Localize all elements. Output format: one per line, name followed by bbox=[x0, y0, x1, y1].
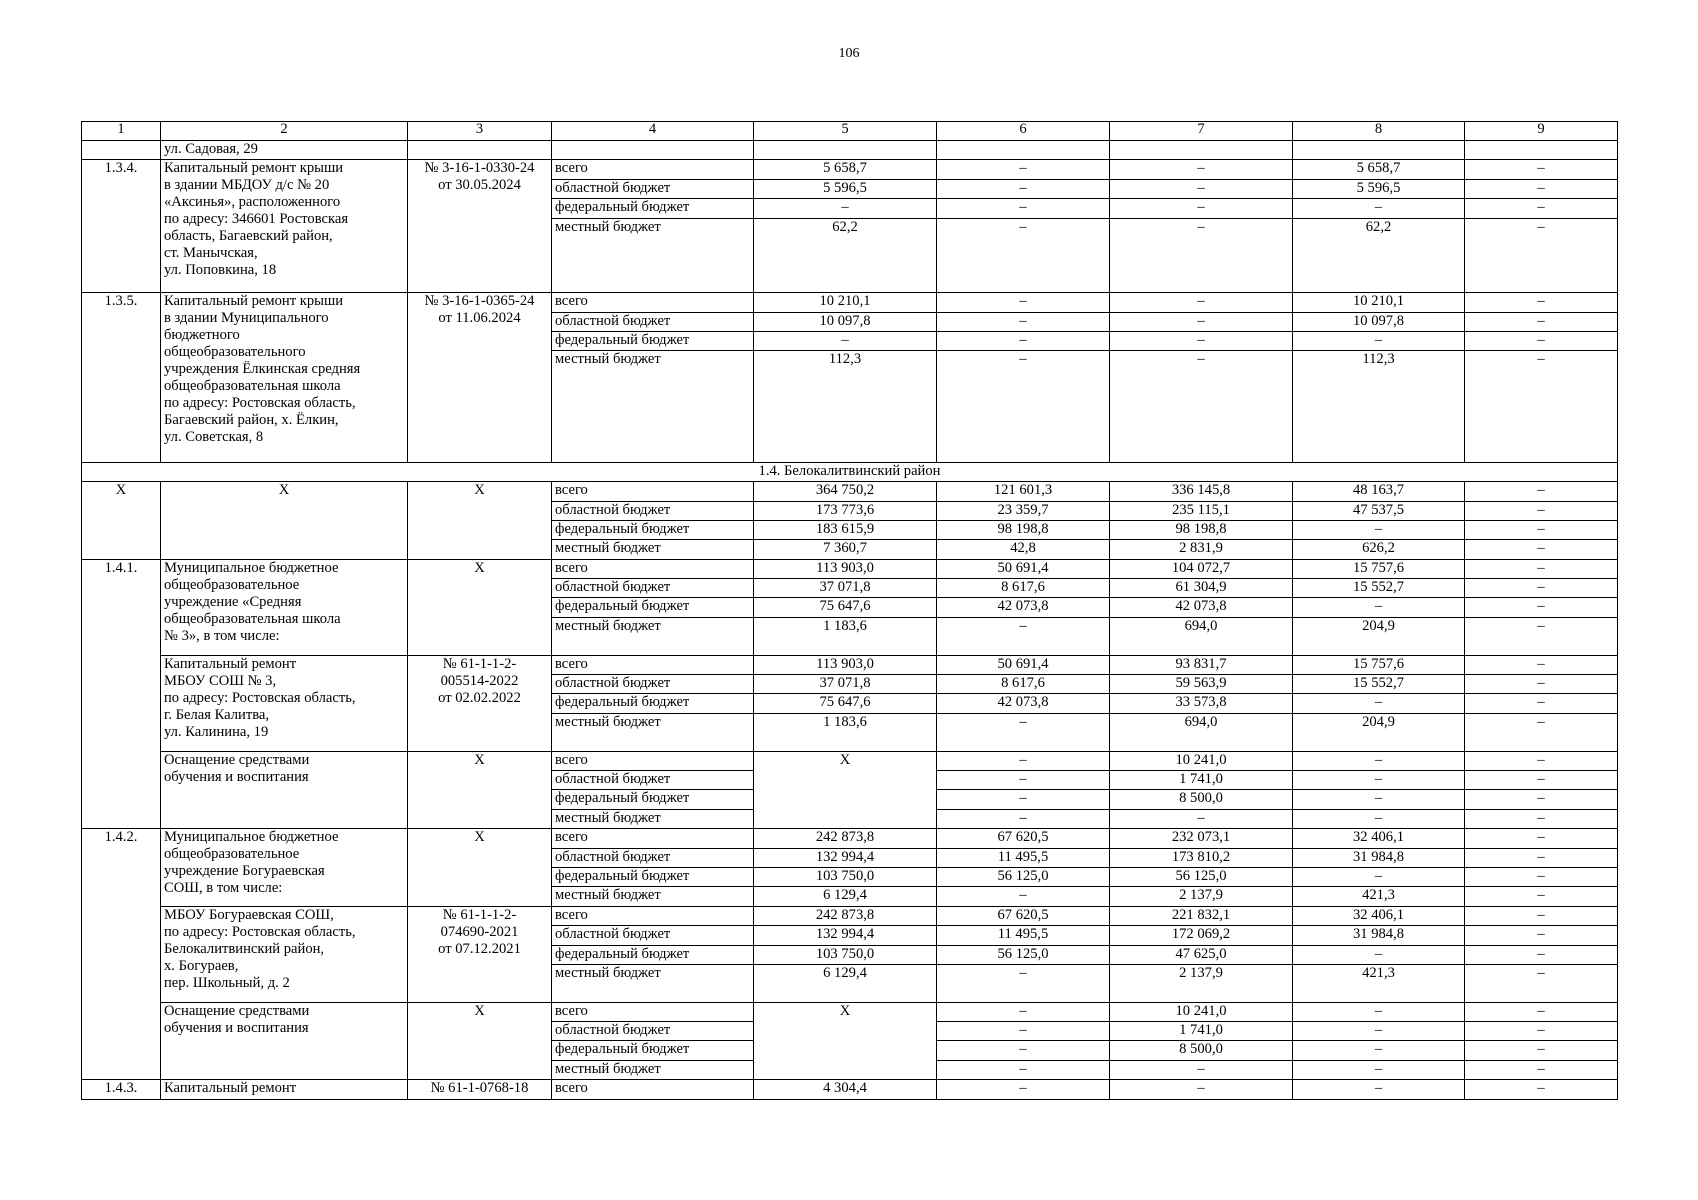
table-cell: 31 984,8 bbox=[1293, 926, 1465, 945]
table-cell: – bbox=[1465, 1022, 1618, 1041]
table-cell: 61 304,9 bbox=[1110, 579, 1293, 598]
table-cell: – bbox=[1293, 945, 1465, 964]
table-cell: областной бюджет bbox=[552, 501, 754, 520]
table-cell: – bbox=[937, 713, 1110, 751]
table-cell: всего bbox=[552, 482, 754, 501]
table-cell: 32 406,1 bbox=[1293, 906, 1465, 925]
table-cell: 183 615,9 bbox=[754, 520, 937, 539]
table-cell: 173 810,2 bbox=[1110, 848, 1293, 867]
table-cell: 37 071,8 bbox=[754, 675, 937, 694]
table-cell: 121 601,3 bbox=[937, 482, 1110, 501]
table-cell: – bbox=[937, 790, 1110, 809]
table-cell: 242 873,8 bbox=[754, 829, 937, 848]
table-cell: 1.4.1. bbox=[82, 559, 161, 829]
table-cell: – bbox=[1110, 1060, 1293, 1079]
table-cell: Х bbox=[408, 829, 552, 907]
table-cell: – bbox=[1293, 1002, 1465, 1021]
table-cell: – bbox=[1293, 331, 1465, 350]
budget-table bbox=[81, 121, 1618, 1100]
table-cell: местный бюджет bbox=[552, 964, 754, 1002]
column-header: 7 bbox=[1110, 122, 1293, 141]
table-cell: – bbox=[1465, 579, 1618, 598]
table-cell: – bbox=[754, 331, 937, 350]
table-cell: областной бюджет bbox=[552, 179, 754, 198]
table-cell: федеральный бюджет bbox=[552, 520, 754, 539]
table-cell: 15 552,7 bbox=[1293, 579, 1465, 598]
table-cell: – bbox=[937, 809, 1110, 828]
table-cell: 37 071,8 bbox=[754, 579, 937, 598]
table-cell: – bbox=[1465, 501, 1618, 520]
table-cell: 5 596,5 bbox=[1293, 179, 1465, 198]
table-row bbox=[82, 293, 1618, 312]
table-cell: 67 620,5 bbox=[937, 906, 1110, 925]
table-cell: – bbox=[937, 331, 1110, 350]
table-cell: № 61-1-1-2- 005514-2022 от 02.02.2022 bbox=[408, 655, 552, 751]
table-cell: – bbox=[1465, 1002, 1618, 1021]
table-cell bbox=[82, 141, 161, 160]
table-cell: – bbox=[937, 771, 1110, 790]
column-header: 3 bbox=[408, 122, 552, 141]
table-cell: – bbox=[1110, 293, 1293, 312]
table-row bbox=[82, 559, 1618, 578]
table-cell: 47 537,5 bbox=[1293, 501, 1465, 520]
table-cell: федеральный бюджет bbox=[552, 945, 754, 964]
table-cell: – bbox=[937, 351, 1110, 462]
table-cell: – bbox=[937, 218, 1110, 293]
table-cell: – bbox=[1110, 312, 1293, 331]
table-cell bbox=[1110, 141, 1293, 160]
table-cell: 62,2 bbox=[1293, 218, 1465, 293]
table-cell: федеральный бюджет bbox=[552, 1041, 754, 1060]
table-cell: – bbox=[1110, 179, 1293, 198]
table-cell: 421,3 bbox=[1293, 887, 1465, 906]
table-cell: – bbox=[1465, 655, 1618, 674]
table-cell: – bbox=[1465, 906, 1618, 925]
table-cell: 113 903,0 bbox=[754, 655, 937, 674]
table-cell: 204,9 bbox=[1293, 617, 1465, 655]
table-cell: местный бюджет bbox=[552, 887, 754, 906]
column-header: 5 bbox=[754, 122, 937, 141]
table-cell: 232 073,1 bbox=[1110, 829, 1293, 848]
table-cell: Х bbox=[161, 482, 408, 560]
table-cell: федеральный бюджет bbox=[552, 331, 754, 350]
table-cell: всего bbox=[552, 906, 754, 925]
table-cell: 42,8 bbox=[937, 540, 1110, 559]
table-cell: – bbox=[1465, 179, 1618, 198]
table-cell: 23 359,7 bbox=[937, 501, 1110, 520]
table-cell: – bbox=[937, 964, 1110, 1002]
table-cell: 42 073,8 bbox=[937, 694, 1110, 713]
table-cell: 5 658,7 bbox=[754, 160, 937, 179]
table-cell: 32 406,1 bbox=[1293, 829, 1465, 848]
table-cell: 1.3.4. bbox=[82, 160, 161, 293]
table-cell: 112,3 bbox=[1293, 351, 1465, 462]
table-cell: – bbox=[1465, 199, 1618, 218]
table-cell: – bbox=[937, 160, 1110, 179]
table-cell: 5 596,5 bbox=[754, 179, 937, 198]
table-cell: федеральный бюджет bbox=[552, 694, 754, 713]
table-cell: 104 072,7 bbox=[1110, 559, 1293, 578]
table-row bbox=[82, 829, 1618, 848]
table-cell: 221 832,1 bbox=[1110, 906, 1293, 925]
table-cell: 1 741,0 bbox=[1110, 1022, 1293, 1041]
table-cell: 50 691,4 bbox=[937, 559, 1110, 578]
table-cell: Х bbox=[82, 482, 161, 560]
table-cell: 8 500,0 bbox=[1110, 1041, 1293, 1060]
table-cell: 50 691,4 bbox=[937, 655, 1110, 674]
column-header: 1 bbox=[82, 122, 161, 141]
table-cell: – bbox=[1465, 540, 1618, 559]
table-cell bbox=[1293, 141, 1465, 160]
table-cell: Капитальный ремонт bbox=[161, 1080, 408, 1099]
table-cell: 56 125,0 bbox=[937, 867, 1110, 886]
table-cell: 421,3 bbox=[1293, 964, 1465, 1002]
table-cell: – bbox=[1465, 293, 1618, 312]
table-cell: 10 097,8 bbox=[1293, 312, 1465, 331]
table-cell: – bbox=[937, 887, 1110, 906]
table-cell: – bbox=[1110, 809, 1293, 828]
table-cell: – bbox=[1465, 617, 1618, 655]
table-cell: Х bbox=[408, 1002, 552, 1080]
table-cell: всего bbox=[552, 160, 754, 179]
table-cell: – bbox=[1465, 848, 1618, 867]
table-cell: 172 069,2 bbox=[1110, 926, 1293, 945]
column-header: 4 bbox=[552, 122, 754, 141]
table-cell: областной бюджет bbox=[552, 771, 754, 790]
table-cell: 10 210,1 bbox=[1293, 293, 1465, 312]
table-cell: Х bbox=[408, 751, 552, 829]
table-cell: всего bbox=[552, 655, 754, 674]
table-cell: – bbox=[1465, 218, 1618, 293]
table-cell: федеральный бюджет bbox=[552, 598, 754, 617]
table-cell: – bbox=[1465, 331, 1618, 350]
table-cell: – bbox=[1465, 351, 1618, 462]
table-cell: 8 617,6 bbox=[937, 579, 1110, 598]
table-cell: – bbox=[1293, 809, 1465, 828]
table-cell: – bbox=[754, 199, 937, 218]
table-cell: – bbox=[1465, 559, 1618, 578]
table-cell: Х bbox=[754, 1002, 937, 1080]
table-row bbox=[82, 1080, 1618, 1099]
table-cell: 204,9 bbox=[1293, 713, 1465, 751]
table-cell: 62,2 bbox=[754, 218, 937, 293]
table-cell: 15 757,6 bbox=[1293, 655, 1465, 674]
table-cell: – bbox=[937, 1080, 1110, 1099]
table-cell bbox=[937, 141, 1110, 160]
table-cell: 15 757,6 bbox=[1293, 559, 1465, 578]
table-cell: – bbox=[1465, 945, 1618, 964]
table-cell: – bbox=[1465, 520, 1618, 539]
table-cell: – bbox=[1465, 809, 1618, 828]
table-cell: всего bbox=[552, 1080, 754, 1099]
table-cell: – bbox=[1293, 199, 1465, 218]
table-row bbox=[82, 160, 1618, 179]
table-cell bbox=[408, 141, 552, 160]
table-cell: всего bbox=[552, 293, 754, 312]
table-cell: 1 741,0 bbox=[1110, 771, 1293, 790]
table-cell: 1 183,6 bbox=[754, 617, 937, 655]
table-cell: Х bbox=[408, 559, 552, 655]
table-cell: – bbox=[1110, 1080, 1293, 1099]
column-header: 6 bbox=[937, 122, 1110, 141]
table-cell: – bbox=[937, 1002, 1110, 1021]
table-cell: – bbox=[1465, 1060, 1618, 1079]
table-cell: – bbox=[1110, 351, 1293, 462]
table-cell: Капитальный ремонт МБОУ СОШ № 3, по адресу: Ростовская область, г. Белая Калитва, ул. Калинина, 19 bbox=[161, 655, 408, 751]
table-cell: – bbox=[1465, 829, 1618, 848]
table-cell: № 61-1-1-2- 074690-2021 от 07.12.2021 bbox=[408, 906, 552, 1002]
table-cell: 15 552,7 bbox=[1293, 675, 1465, 694]
table-cell: – bbox=[1465, 598, 1618, 617]
table-cell: – bbox=[1110, 331, 1293, 350]
table-cell: 2 831,9 bbox=[1110, 540, 1293, 559]
table-cell: – bbox=[1465, 771, 1618, 790]
table-cell: федеральный бюджет bbox=[552, 199, 754, 218]
table-cell: 48 163,7 bbox=[1293, 482, 1465, 501]
table-cell: Оснащение средствами обучения и воспитания bbox=[161, 1002, 408, 1080]
table-cell: местный бюджет bbox=[552, 540, 754, 559]
table-cell: – bbox=[1293, 520, 1465, 539]
table-cell: местный бюджет bbox=[552, 218, 754, 293]
table-cell: 694,0 bbox=[1110, 713, 1293, 751]
table-cell: – bbox=[937, 1060, 1110, 1079]
table-cell: 1 183,6 bbox=[754, 713, 937, 751]
table-cell: 6 129,4 bbox=[754, 964, 937, 1002]
table-cell: – bbox=[1465, 694, 1618, 713]
column-header-row bbox=[82, 122, 1618, 141]
table-cell: 8 500,0 bbox=[1110, 790, 1293, 809]
table-cell: – bbox=[1293, 694, 1465, 713]
table-cell: 75 647,6 bbox=[754, 598, 937, 617]
table-cell: – bbox=[1293, 1022, 1465, 1041]
table-cell: всего bbox=[552, 559, 754, 578]
table-body bbox=[82, 141, 1618, 1100]
table-cell: – bbox=[1465, 312, 1618, 331]
table-row bbox=[82, 482, 1618, 501]
table-cell: – bbox=[1110, 218, 1293, 293]
table-cell bbox=[754, 141, 937, 160]
table-cell: – bbox=[1293, 1041, 1465, 1060]
table-cell: 103 750,0 bbox=[754, 945, 937, 964]
table-cell: 1.3.5. bbox=[82, 293, 161, 463]
table-cell: – bbox=[1465, 790, 1618, 809]
table-cell: 10 241,0 bbox=[1110, 751, 1293, 770]
table-cell: 75 647,6 bbox=[754, 694, 937, 713]
table-cell: 10 097,8 bbox=[754, 312, 937, 331]
table-cell: 98 198,8 bbox=[937, 520, 1110, 539]
table-cell: Капитальный ремонт крыши в здании МБДОУ д/с № 20 «Аксинья», расположенного по адресу: 346601 Ростовская область, Багаевский район, ст. Манычская, ул. Поповкина, 18 bbox=[161, 160, 408, 293]
table-cell: 33 573,8 bbox=[1110, 694, 1293, 713]
table-cell: – bbox=[1465, 751, 1618, 770]
table-cell: 59 563,9 bbox=[1110, 675, 1293, 694]
column-header: 8 bbox=[1293, 122, 1465, 141]
table-cell: 10 210,1 bbox=[754, 293, 937, 312]
table-cell: 694,0 bbox=[1110, 617, 1293, 655]
table-cell: областной бюджет bbox=[552, 579, 754, 598]
table-cell: всего bbox=[552, 1002, 754, 1021]
table-cell: – bbox=[1293, 771, 1465, 790]
table-cell: – bbox=[937, 1041, 1110, 1060]
table-cell: – bbox=[937, 199, 1110, 218]
table-cell: всего bbox=[552, 751, 754, 770]
table-cell: – bbox=[1465, 482, 1618, 501]
table-cell: 235 115,1 bbox=[1110, 501, 1293, 520]
table-row bbox=[82, 655, 1618, 674]
table-cell: 1.4.2. bbox=[82, 829, 161, 1080]
column-header: 2 bbox=[161, 122, 408, 141]
table-cell: – bbox=[937, 751, 1110, 770]
table-cell: – bbox=[1293, 1060, 1465, 1079]
table-cell: – bbox=[937, 179, 1110, 198]
table-cell: 132 994,4 bbox=[754, 848, 937, 867]
table-cell: 1.4. Белокалитвинский район bbox=[82, 462, 1618, 481]
table-cell: – bbox=[1465, 887, 1618, 906]
table-cell: областной бюджет bbox=[552, 1022, 754, 1041]
table-cell: – bbox=[1293, 867, 1465, 886]
table-cell: – bbox=[937, 1022, 1110, 1041]
table-cell: 93 831,7 bbox=[1110, 655, 1293, 674]
table-cell: 103 750,0 bbox=[754, 867, 937, 886]
table-cell: 112,3 bbox=[754, 351, 937, 462]
table-cell: 8 617,6 bbox=[937, 675, 1110, 694]
table-cell: 113 903,0 bbox=[754, 559, 937, 578]
table-cell: № 3-16-1-0330-24 от 30.05.2024 bbox=[408, 160, 552, 293]
table-cell: Капитальный ремонт крыши в здании Муниципального бюджетного общеобразовательного учреждения Ёлкинская средняя общеобразовательная школа по адресу: Ростовская область, Багаевский район, х. Ёлкин, ул. Советская, 8 bbox=[161, 293, 408, 463]
table-cell: Муниципальное бюджетное общеобразовательное учреждение Богураевская СОШ, в том числе: bbox=[161, 829, 408, 907]
table-row bbox=[82, 462, 1618, 481]
table-cell bbox=[552, 141, 754, 160]
table-cell: – bbox=[1465, 160, 1618, 179]
table-cell: 2 137,9 bbox=[1110, 887, 1293, 906]
table-cell: 67 620,5 bbox=[937, 829, 1110, 848]
table-cell: 11 495,5 bbox=[937, 848, 1110, 867]
table-cell: местный бюджет bbox=[552, 351, 754, 462]
table-cell: Х bbox=[408, 482, 552, 560]
table-cell: 364 750,2 bbox=[754, 482, 937, 501]
table-cell: 31 984,8 bbox=[1293, 848, 1465, 867]
table-cell: – bbox=[937, 312, 1110, 331]
table-cell: 98 198,8 bbox=[1110, 520, 1293, 539]
table-cell: 336 145,8 bbox=[1110, 482, 1293, 501]
table-cell: 5 658,7 bbox=[1293, 160, 1465, 179]
table-cell: – bbox=[1293, 790, 1465, 809]
table-row bbox=[82, 141, 1618, 160]
table-cell: областной бюджет bbox=[552, 675, 754, 694]
table-cell: 56 125,0 bbox=[1110, 867, 1293, 886]
table-cell: Х bbox=[754, 751, 937, 829]
table-cell: 42 073,8 bbox=[1110, 598, 1293, 617]
table-cell: – bbox=[1293, 598, 1465, 617]
table-cell: Оснащение средствами обучения и воспитания bbox=[161, 751, 408, 829]
table-cell: – bbox=[1465, 675, 1618, 694]
table-cell: № 61-1-0768-18 bbox=[408, 1080, 552, 1099]
table-cell: 11 495,5 bbox=[937, 926, 1110, 945]
table-cell: 1.4.3. bbox=[82, 1080, 161, 1099]
table-cell: 4 304,4 bbox=[754, 1080, 937, 1099]
table-row bbox=[82, 751, 1618, 770]
table-cell: местный бюджет bbox=[552, 617, 754, 655]
table-cell: 56 125,0 bbox=[937, 945, 1110, 964]
page-number: 106 bbox=[838, 46, 860, 61]
table-cell: 47 625,0 bbox=[1110, 945, 1293, 964]
table-cell: Муниципальное бюджетное общеобразовательное учреждение «Средняя общеобразовательная школа № 3», в том числе: bbox=[161, 559, 408, 655]
table-cell: 173 773,6 bbox=[754, 501, 937, 520]
table-cell: 7 360,7 bbox=[754, 540, 937, 559]
column-header: 9 bbox=[1465, 122, 1618, 141]
table-cell: местный бюджет bbox=[552, 809, 754, 828]
table-cell: – bbox=[1110, 160, 1293, 179]
table-cell: всего bbox=[552, 829, 754, 848]
table-cell: 242 873,8 bbox=[754, 906, 937, 925]
table-cell: – bbox=[1110, 199, 1293, 218]
table-cell: 6 129,4 bbox=[754, 887, 937, 906]
table-cell: областной бюджет bbox=[552, 312, 754, 331]
table-cell: 132 994,4 bbox=[754, 926, 937, 945]
table-cell: областной бюджет bbox=[552, 926, 754, 945]
table-cell: – bbox=[1465, 867, 1618, 886]
table-row bbox=[82, 1002, 1618, 1021]
table-cell: 2 137,9 bbox=[1110, 964, 1293, 1002]
table-cell: – bbox=[937, 617, 1110, 655]
table-cell: областной бюджет bbox=[552, 848, 754, 867]
table-row bbox=[82, 906, 1618, 925]
table-cell: – bbox=[1293, 751, 1465, 770]
table-cell: – bbox=[1465, 1080, 1618, 1099]
table-cell: № 3-16-1-0365-24 от 11.06.2024 bbox=[408, 293, 552, 463]
table-cell: 42 073,8 bbox=[937, 598, 1110, 617]
table-cell: – bbox=[1465, 964, 1618, 1002]
table-cell: федеральный бюджет bbox=[552, 867, 754, 886]
table-cell: 626,2 bbox=[1293, 540, 1465, 559]
table-cell: – bbox=[1465, 926, 1618, 945]
table-cell: – bbox=[1465, 1041, 1618, 1060]
table-cell: – bbox=[937, 293, 1110, 312]
table-cell: – bbox=[1465, 713, 1618, 751]
table-cell: местный бюджет bbox=[552, 1060, 754, 1079]
table-cell bbox=[1465, 141, 1618, 160]
table-cell: федеральный бюджет bbox=[552, 790, 754, 809]
table-cell: ул. Садовая, 29 bbox=[161, 141, 408, 160]
table-cell: – bbox=[1293, 1080, 1465, 1099]
table-cell: МБОУ Богураевская СОШ, по адресу: Ростовская область, Белокалитвинский район, х. Богураев, пер. Школьный, д. 2 bbox=[161, 906, 408, 1002]
table-cell: местный бюджет bbox=[552, 713, 754, 751]
table-cell: 10 241,0 bbox=[1110, 1002, 1293, 1021]
